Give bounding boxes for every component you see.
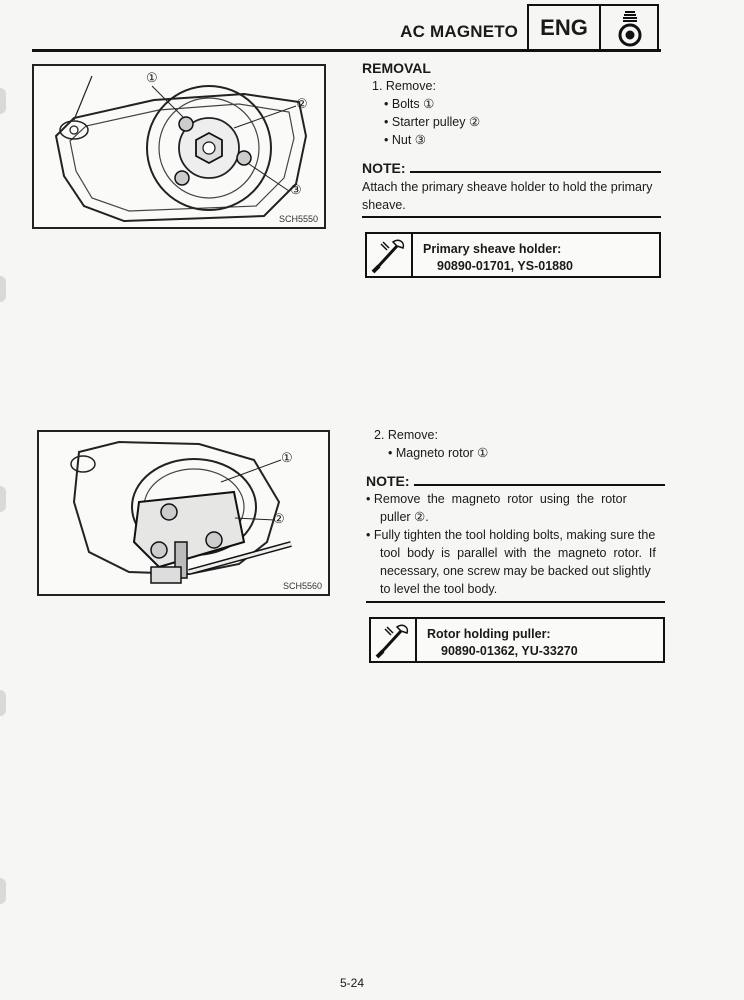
tool-part-numbers: 90890-01362, YU-33270 (441, 644, 578, 658)
binding-hole (0, 878, 6, 904)
tool-part-numbers: 90890-01701, YS-01880 (437, 259, 573, 273)
note-label: NOTE: (366, 473, 410, 489)
list-item: • Bolts ① (384, 97, 435, 111)
step-2-item: Magneto rotor ① (395, 446, 489, 460)
figure-code: SCH5560 (282, 581, 322, 591)
callout-2: ② (296, 96, 308, 111)
note-text: Remove the magneto rotor using the rotor (373, 492, 627, 506)
note-text: puller ②. (380, 510, 429, 524)
step-2-label: 2. Remove: (374, 428, 438, 442)
callout-1: ① (146, 70, 158, 85)
header-rule (32, 49, 661, 52)
note-rule (410, 171, 661, 173)
special-tool-box (365, 232, 661, 278)
list-item: • Nut ③ (384, 133, 426, 147)
step-1-item: Starter pulley ② (391, 115, 481, 129)
tool-icon-cell (367, 234, 413, 276)
figure-starter-pulley (32, 64, 326, 229)
binding-hole (0, 486, 6, 512)
section-badge (527, 4, 659, 49)
note-text: Fully tighten the tool holding bolts, making sure the (373, 528, 656, 542)
step-1-label: 1. Remove: (372, 79, 436, 93)
page-number: 5-24 (340, 976, 365, 990)
note-text: Attach the primary sheave holder to hold the primary (362, 180, 653, 194)
tool-icon-cell (371, 619, 417, 661)
note-bullet: • Fully tighten the tool holding bolts, making sure the (366, 528, 656, 542)
callout-1: ① (281, 450, 293, 465)
list-item: • Magneto rotor ① (388, 446, 489, 460)
note-rule (414, 484, 665, 486)
figure-rotor-puller (37, 430, 330, 596)
binding-hole (0, 690, 6, 716)
figure-code: SCH5550 (278, 214, 318, 224)
binding-hole (0, 276, 6, 302)
step-1-item: Nut ③ (391, 133, 426, 147)
note-text: tool body is parallel with the magneto rotor. If (380, 546, 656, 560)
list-item: • Starter pulley ② (384, 115, 481, 129)
tool-name: Rotor holding puller: (427, 627, 551, 641)
note-text: to level the tool body. (380, 582, 498, 596)
note-end-rule (366, 601, 665, 603)
tool-icon (367, 234, 411, 276)
step-1-item: Bolts ① (391, 97, 435, 111)
note-end-rule (362, 216, 661, 218)
callout-3: ③ (290, 182, 302, 197)
tool-name: Primary sheave holder: (423, 242, 562, 256)
page-title: AC MAGNETO (400, 22, 518, 41)
tool-icon (371, 619, 415, 661)
note-text: necessary, one screw may be backed out slightly (380, 564, 651, 578)
note-bullet: • Remove the magneto rotor using the rotor (366, 492, 627, 506)
callout-2: ② (273, 511, 285, 526)
note-text: sheave. (362, 198, 406, 212)
engine-icon (609, 8, 651, 48)
section-badge-label: ENG (529, 6, 601, 49)
note-label: NOTE: (362, 160, 406, 176)
special-tool-box (369, 617, 665, 663)
binding-hole (0, 88, 6, 114)
section-heading: REMOVAL (362, 60, 431, 76)
figure-illustration (34, 66, 324, 227)
